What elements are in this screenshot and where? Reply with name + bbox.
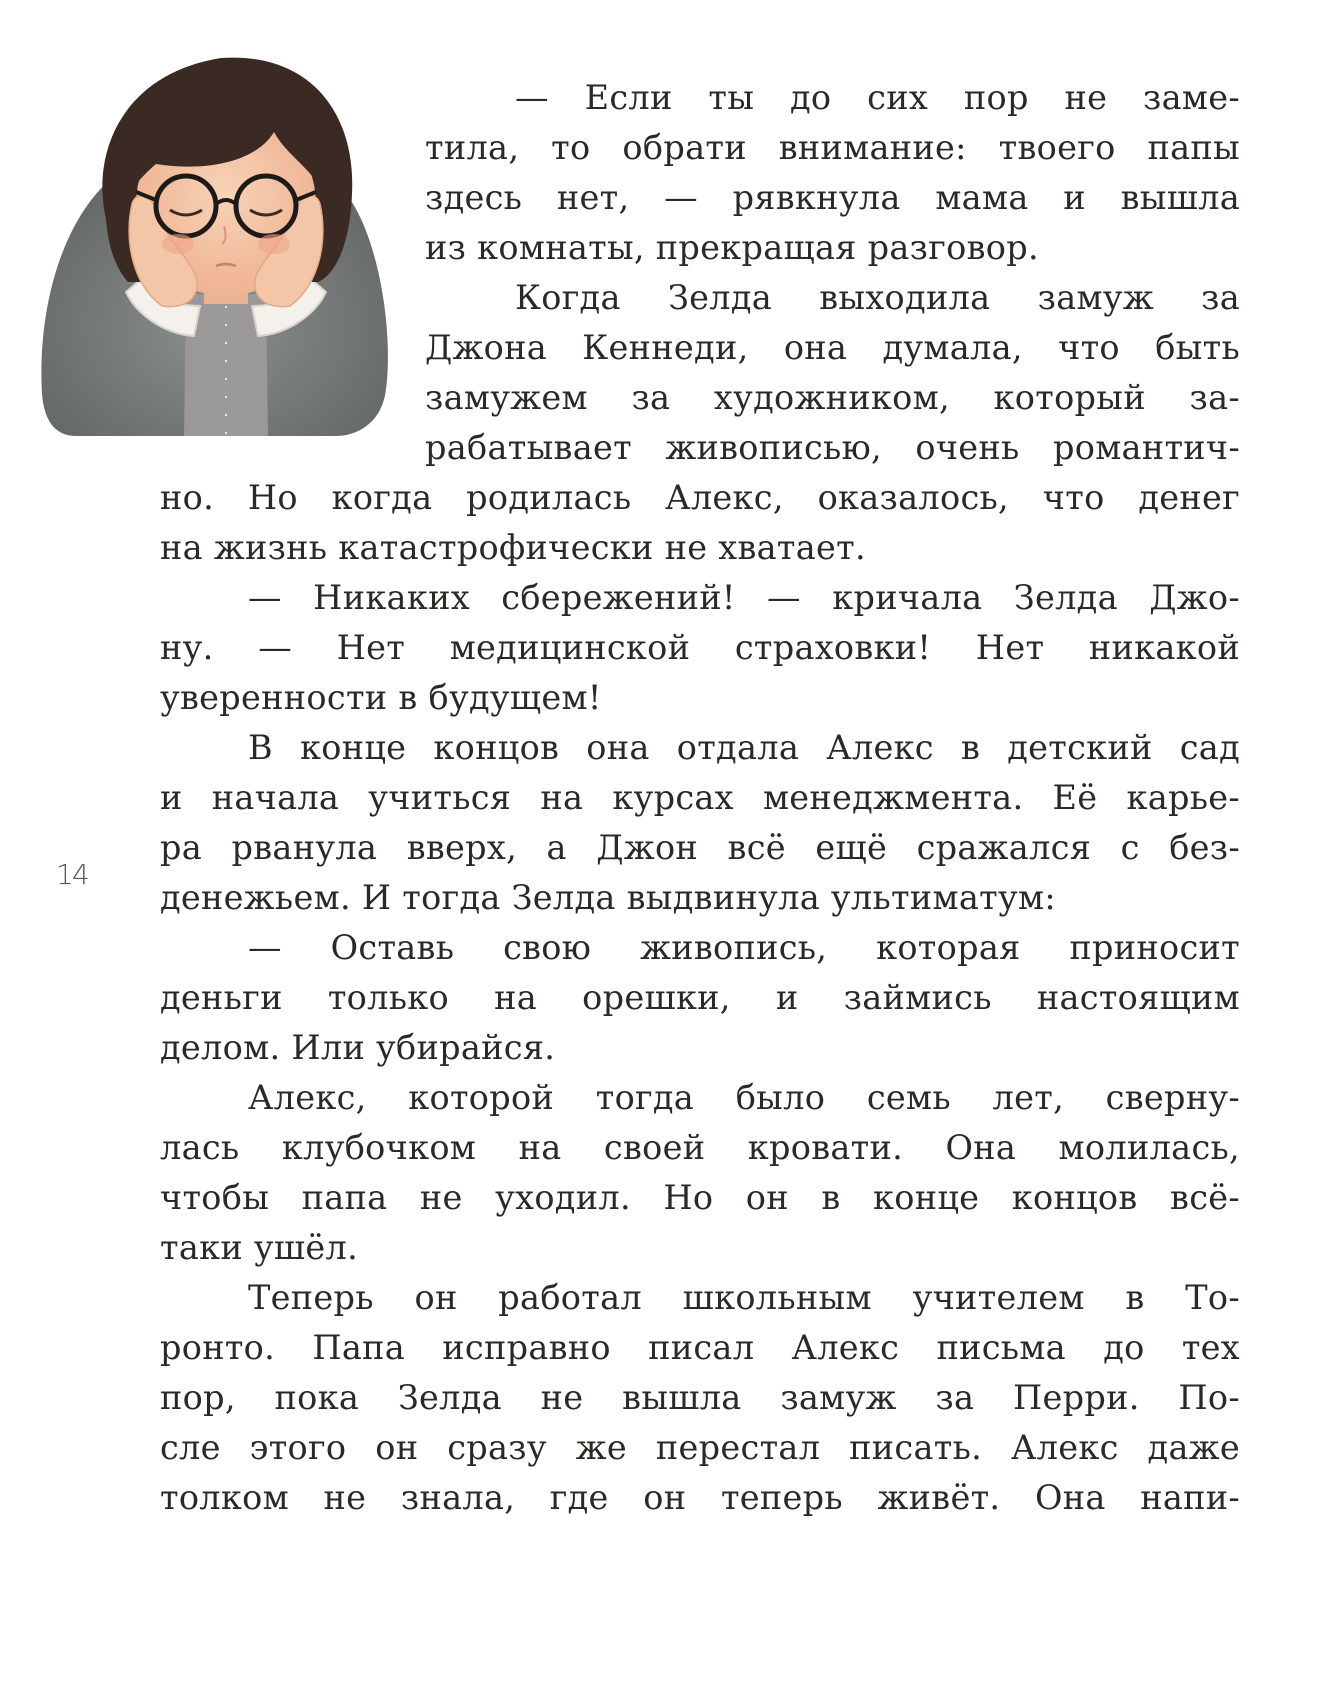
text-line: толком не знала, где он теперь живёт. Она напи- [160,1478,1240,1517]
text-line: делом. Или убирайся. [160,1028,556,1067]
text-line: — Если ты до сих пор не заме- [515,78,1240,117]
text-line: ну. — Нет медицинской страховки! Нет никакой [160,628,1240,667]
text-line: на жизнь катастрофически не хватает. [160,528,866,567]
text-line: ронто. Папа исправно писал Алекс письма до тех [160,1328,1240,1367]
text-line: здесь нет, — рявкнула мама и вышла [425,178,1240,217]
text-line: ра рванула вверх, а Джон всё ещё сражался с без- [160,828,1240,867]
text-line: денежьем. И тогда Зелда выдвинула ультиматум: [160,878,1056,917]
text-line: но. Но когда родилась Алекс, оказалось, что денег [160,478,1240,517]
page-number: 14 [56,858,88,891]
text-line: лась клубочком на своей кровати. Она молилась, [160,1128,1240,1167]
text-line: уверенности в будущем! [160,678,602,717]
text-line: деньги только на орешки, и займись настоящим [160,978,1240,1017]
text-line: сле этого он сразу же перестал писать. Алекс даже [160,1428,1240,1467]
text-line: — Никаких сбережений! — кричала Зелда Джо- [248,578,1240,617]
text-line: пор, пока Зелда не вышла замуж за Перри. По- [160,1378,1240,1417]
text-line: рабатывает живописью, очень романтич- [425,428,1240,467]
text-line: Теперь он работал школьным учителем в То- [248,1278,1240,1317]
body-text [160,73,1240,1523]
text-line: — Оставь свою живопись, которая приносит [248,928,1240,967]
text-line: чтобы папа не уходил. Но он в конце концов всё- [160,1178,1240,1217]
text-line: В конце концов она отдала Алекс в детский сад [248,728,1240,767]
text-line: замужем за художником, который за- [425,378,1240,417]
text-line: Джона Кеннеди, она думала, что быть [425,328,1240,367]
text-line: Когда Зелда выходила замуж за [515,278,1240,317]
text-line: таки ушёл. [160,1228,359,1267]
text-line: из комнаты, прекращая разговор. [425,228,1039,267]
text-line: тила, то обрати внимание: твоего папы [425,128,1240,167]
text-line: и начала учиться на курсах менеджмента. Её карье- [160,778,1240,817]
text-line: Алекс, которой тогда было семь лет, сверну- [248,1078,1240,1117]
